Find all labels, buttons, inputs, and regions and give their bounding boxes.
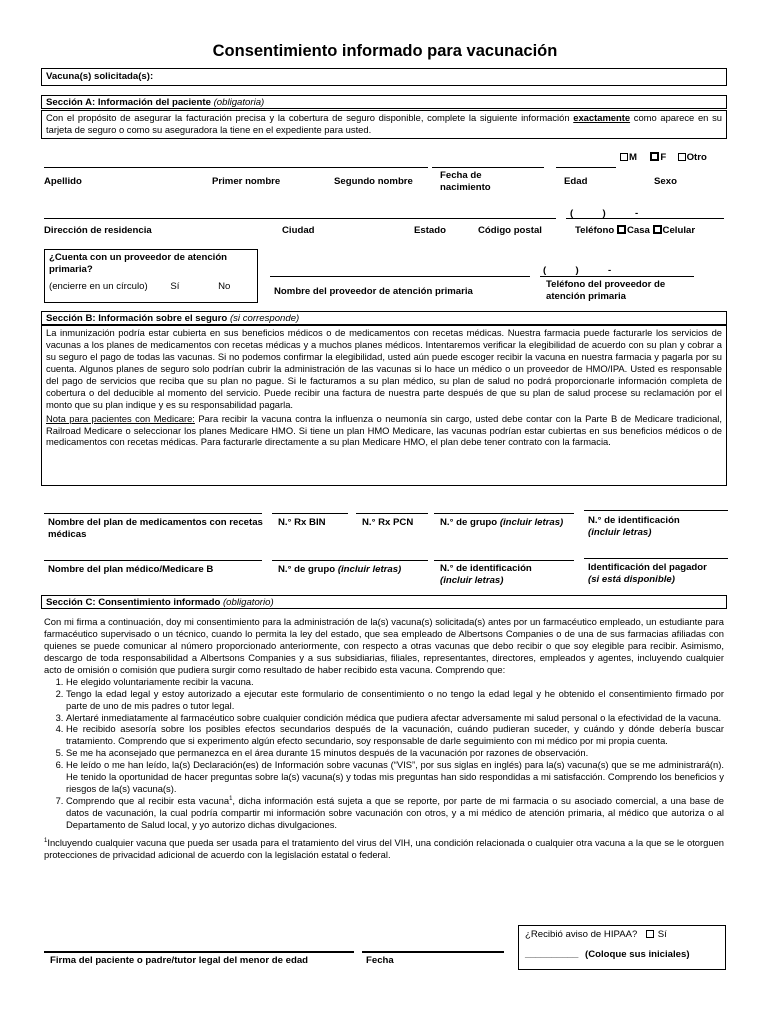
age-label: Edad: [564, 176, 588, 187]
section-a-heading: Sección A: Información del paciente (obligatoria): [41, 95, 727, 109]
sex-options: [620, 152, 707, 164]
first-name-label: Primer nombre: [212, 176, 281, 187]
checkbox-icon: [678, 153, 686, 161]
middle-name-label: Segundo nombre: [334, 176, 413, 187]
hipaa-box: [518, 925, 726, 970]
provider-question: ¿Cuenta con un proveedor de atención primaria?: [49, 252, 228, 275]
sex-label: Sexo: [654, 176, 677, 187]
checkbox-icon: [650, 152, 659, 161]
section-b-heading: Sección B: Información sobre el seguro (si corresponde): [41, 311, 727, 325]
provider-question-box: [44, 249, 258, 303]
section-c-body: [44, 616, 724, 861]
list-item: 6. He leído o me han leído, la(s) Declaración(es) de Información sobre vacunas (“VIS”, por sus siglas en inglés) para la(s) vacuna(s) que se me administrará(n). He tenido la oportunidad de hacer preguntas sobre la(s) vacuna(s) y todas mis preguntas han sido respondidas a mi satisfacción. Comprendo los beneficios y riesgos de la(s) vacuna(s).: [66, 759, 724, 795]
list-item: 2. Tengo la edad legal y estoy autorizado a ejecutar este formulario de consentimiento o no tengo la edad legal y he obtenido el consentimiento firmado por parte de uno de mis padres o tutor legal.: [66, 688, 724, 712]
vaccine-request-label: Vacuna(s) solicitada(s):: [46, 71, 154, 82]
id-no-label: N.° de identificación (incluir letras): [588, 515, 680, 538]
consent-intro: Con mi firma a continuación, doy mi consentimiento para la administración de la(s) vacuna(s) solicitada(s) antes por un farmacéutico empleado, un estudiante para farmacéutico supervisado o un técnico, cuando lo permita la ley del estado, que sea empleado de Albertsons Companies o de una de sus farmacias afiliadas con quienes se puede comunicar al número proporcionado anteriormente, con respecto a otras vacunas que debo recibir o que soy elegible para recibir. Asimismo, descargo de toda responsabilidad a Albertsons Companies y a sus subsidiarias, filiales, representantes, directores, empleados y agentes, incluyendo cualquier acto de omisión o comisión que pudiera surgir como resultado de haber recibido esta vacuna. Comprendo que:: [44, 616, 724, 675]
rx-plan-label: Nombre del plan de medicamentos con recetas médicas: [48, 517, 263, 540]
list-item: 4. He recibido asesoría sobre los posibles efectos secundarios después de la vacunación, cuándo pudieran suceder, y cuándo y dónde debería buscar tratamiento. Comprendo que si experimento algún efecto secundario, soy responsable de darle seguimiento con mi médico por mi propia cuenta.: [66, 723, 724, 747]
group-no-label: N.° de grupo (incluir letras): [440, 517, 564, 528]
checkbox-icon: [646, 930, 654, 938]
payer-id-label: Identificación del pagador (si está disponible): [588, 562, 707, 585]
state-label: Estado: [414, 225, 446, 236]
provider-yes-option[interactable]: Sí: [170, 280, 180, 292]
city-label: Ciudad: [282, 225, 315, 236]
footnote: $^1$Incluyendo cualquier vacuna que pueda ser usada para el tratamiento del virus del VIH, una condición relacionada o cualquier otra vacuna a la que se le otorguen protecciones de privacidad adicional de acuerdo con la legislación estatal o federal.: [44, 836, 724, 860]
phone-mask: ( ) -: [570, 208, 639, 219]
initials-label: (Coloque sus iniciales): [585, 948, 690, 960]
medical-plan-label: Nombre del plan médico/Medicare B: [48, 564, 214, 575]
list-item: 7. Comprendo que al recibir esta vacuna$^1$, dicha información está sujeta a que se reporte, por parte de mi farmacia o su asociado comercial, a una base de datos de vacunación, la cual podría compartir mi información sobre vacunación con otros, y a mi médico de atención primaria, al médico que autoriza o al Departamento de Salud local, y yo autorizo dichas divulgaciones.: [66, 795, 724, 831]
section-c-heading: Sección C: Consentimiento informado (obligatorio): [41, 595, 727, 609]
consent-list: [44, 676, 724, 831]
phone-label-group: Teléfono Casa Celular: [575, 225, 696, 236]
list-item: 5. Se me ha aconsejado que permanezca en el área durante 15 minutos después de la vacunación por razones de observación.: [66, 747, 724, 759]
date-label: Fecha: [366, 955, 394, 966]
initials-field[interactable]: __________: [525, 948, 579, 960]
page-title: Consentimiento informado para vacunación: [212, 42, 558, 60]
provider-phone-label: Teléfono del proveedor de atención primaria: [546, 279, 666, 302]
signature-label: Firma del paciente o padre/tutor legal del menor de edad: [50, 955, 309, 966]
zip-label: Código postal: [478, 225, 542, 236]
list-item: 3. Alertaré inmediatamente al farmacéutico sobre cualquier condición médica que pudiera afectar adversamente mi salud personal o la efectividad de la vacuna.: [66, 712, 724, 724]
sex-other-option[interactable]: Otro: [678, 152, 707, 163]
provider-name-label: Nombre del proveedor de atención primaria: [274, 286, 473, 297]
sex-m-option[interactable]: M: [620, 152, 637, 163]
hipaa-question: ¿Recibió aviso de HIPAA?: [525, 929, 638, 940]
group-no2-label: N.° de grupo (incluir letras): [278, 564, 402, 575]
phone-cell-option[interactable]: Celular: [653, 225, 696, 236]
provider-no-option[interactable]: No: [218, 280, 231, 292]
checkbox-icon: [620, 153, 628, 161]
sex-f-option[interactable]: F: [650, 152, 666, 163]
checkbox-icon: [617, 225, 626, 234]
list-item: 1. He elegido voluntariamente recibir la vacuna.: [66, 676, 724, 688]
phone-home-option[interactable]: Casa: [617, 225, 650, 236]
rx-bin-label: N.° Rx BIN: [278, 517, 326, 528]
vaccine-request-field[interactable]: [41, 68, 727, 86]
last-name-label: Apellido: [44, 176, 82, 187]
dob-label: Fecha de nacimiento: [440, 170, 491, 193]
rx-pcn-label: N.° Rx PCN: [362, 517, 414, 528]
section-b-body: La inmunización podría estar cubierta en sus beneficios médicos o de medicamentos con recetas médicas. Nuestra farmacia puede facturarle los servicios de vacunas a los planes de medicamentos con recetas médicas y a muchos planes médicos. Intentaremos verificar la elegibilidad de acuerdo con su plan y cobrar a su seguro el pago de todas las vacunas. Si no podemos confirmar la elegibilidad, usted aún puede escoger recibir la vacuna en nuestra farmacia y pagarla por su cuenta. Algunos planes de seguro solo podrían cubrir la administración de las vacunas si lo hace un médico o un proveedor de HMO/IPA. Usted es responsable del pago de servicios que reciba que su plan no pague. Si le facturamos a su plan médico, su plan de salud no podrá proporcionarle información completa de cobertura o del deducible al momento del servicio. Puede recibir una factura de nuestra parte después de que su plan de salud procese su reclamación por el monto que su plan indique y es su responsabilidad pagarla. Nota para pacientes con Medicare: Para recibir la vacuna contra la influenza o neumonía sin cargo, usted debe contar con la Parte B de Medicare tradicional, Railroad Medicare o seleccionar los planes Medicare HMO. Si tiene un plan HMO Medicare, las vacunas podrían estar cubiertas en sus beneficios médicos o de medicamentos con recetas médicas. Para facturarle directamente a su plan Medicare HMO, el plan debe tener contrato con la farmacia.: [41, 325, 727, 486]
checkbox-icon: [653, 225, 662, 234]
address-label: Dirección de residencia: [44, 225, 152, 236]
section-a-intro: Con el propósito de asegurar la facturación precisa y la cobertura de seguro disponible, complete la siguiente información exactamente como aparece en su tarjeta de seguro o como su aseguradora la tiene en el expediente para usted.: [41, 110, 727, 139]
provider-phone-mask: ( ) -: [543, 265, 612, 276]
id-no2-label: N.° de identificación (incluir letras): [440, 563, 532, 586]
provider-instruction: (encierre en un círculo): [49, 280, 148, 292]
hipaa-yes-option[interactable]: Sí: [646, 929, 667, 940]
